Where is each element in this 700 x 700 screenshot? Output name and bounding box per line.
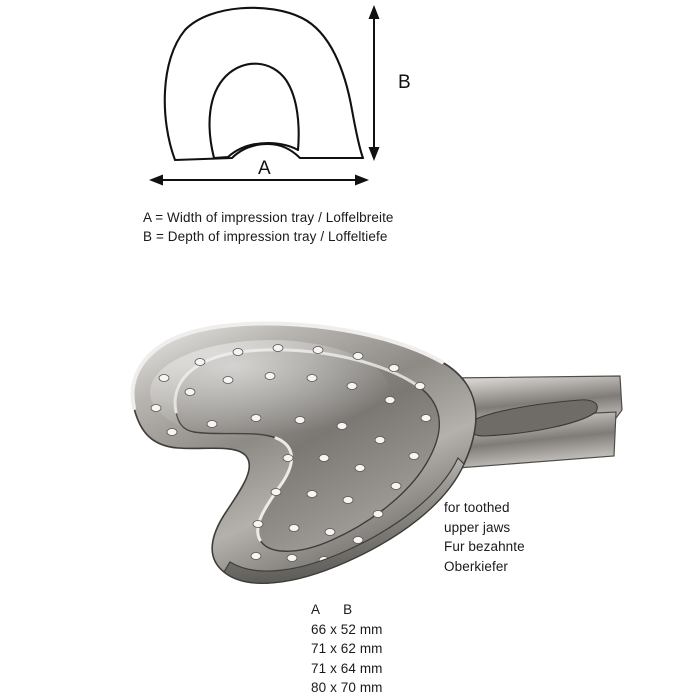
tray-outer-path (165, 8, 363, 160)
arrowhead-b-bottom (369, 147, 380, 161)
tray-outline-diagram (0, 0, 700, 200)
tray-body (133, 323, 476, 583)
arrowhead-a-right (355, 175, 369, 186)
caption-line-4: Oberkiefer (444, 558, 509, 574)
sizes-table (311, 600, 383, 698)
caption-line-2: upper jaws (444, 519, 511, 535)
size-row: 80 x 70 mm (311, 680, 383, 695)
product-caption (444, 498, 525, 576)
caption-line-3: Fur bezahnte (444, 539, 525, 554)
impression-tray-photograph (60, 300, 680, 610)
tray-inner-path (210, 64, 299, 158)
dimension-label-b: B (398, 72, 411, 93)
legend-line-a: A = Width of impression tray / Loffelbreite (143, 210, 394, 225)
dimension-label-a: A (258, 158, 271, 179)
sizes-header: A B (311, 602, 353, 617)
legend-line-b: B = Depth of impression tray / Loffeltiefe (143, 229, 388, 244)
arrowhead-a-left (149, 175, 163, 186)
diagram-legend (143, 208, 663, 246)
arrowhead-b-top (369, 5, 380, 19)
size-row: 71 x 62 mm (311, 641, 383, 656)
size-row: 71 x 64 mm (311, 660, 383, 676)
caption-line-1: for toothed (444, 500, 510, 515)
size-row: 66 x 52 mm (311, 621, 383, 637)
